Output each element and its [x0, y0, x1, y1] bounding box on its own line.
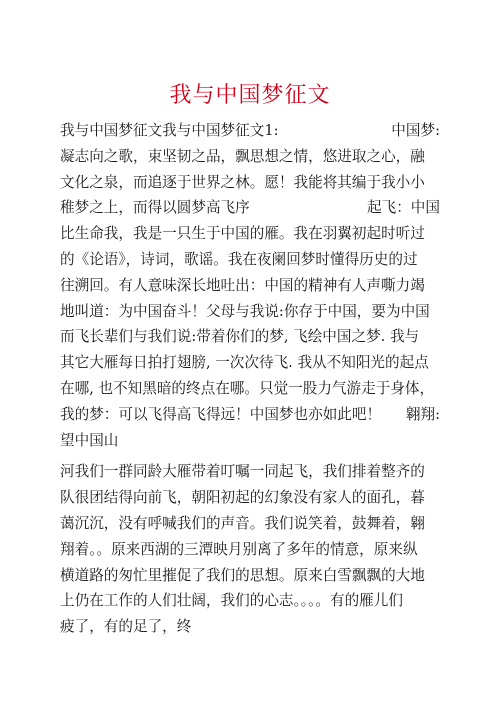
- text-line-left: 稚梦之上，而得以圆梦高飞序: [60, 199, 250, 217]
- text-line-left: 河我们一群同龄大雁带着叮嘱一同起飞，我们排着整齐的: [60, 463, 425, 481]
- text-line-left: 上仍在工作的人们壮阔，我们的心志。。。。有的雁儿们: [60, 592, 403, 610]
- text-line: [60, 247, 440, 273]
- text-line-left: 我与中国梦征文我与中国梦征文1:: [60, 122, 279, 139]
- text-line-left: 地叫道：为中国奋斗！父母与我说:你存于中国，要为中国: [60, 302, 430, 320]
- text-line-left: 其它大雁每日拍打翅膀, 一次次待飞. 我从不知阳光的起点: [60, 354, 429, 372]
- text-line: [60, 324, 440, 350]
- document-title: 我与中国梦征文: [169, 83, 331, 108]
- text-line-right: 起飞：中国: [367, 199, 440, 217]
- text-line-left: 横道路的匆忙里摧促了我们的思想。原来白雪飘飘的大地: [60, 566, 425, 584]
- text-line-left: 翔着。。原来西湖的三潭映月别离了多年的情意，原来纵: [60, 540, 418, 558]
- document-body: [60, 118, 440, 640]
- text-line-left: 凝志向之歌，束坚韧之品，飘思想之情，悠进取之心，融: [60, 147, 425, 165]
- text-line: [60, 428, 440, 454]
- text-line: [60, 195, 440, 221]
- text-line-left: 往溯回。有人意味深长地吐出：中国的精神有人声嘶力竭: [60, 276, 425, 294]
- text-line-left: 在哪, 也不知黑暗的终点在哪。只觉一股力气游走于身体，: [60, 379, 435, 397]
- text-line: [60, 118, 440, 144]
- text-line-left: 望中国山: [60, 431, 119, 449]
- text-line-left: 队很团结得向前飞，朝阳初起的幻象没有家人的面孔，暮: [60, 489, 425, 507]
- text-line: [60, 299, 440, 325]
- text-line-left: 文化之泉，而追逐于世界之林。愿！我能将其编于我小小: [60, 173, 425, 191]
- text-line-left: 我的梦：可以飞得高飞得远！中国梦也亦如此吧！: [60, 405, 382, 423]
- text-line: [60, 376, 440, 402]
- text-line: [60, 614, 440, 640]
- text-line-left: 疲了，有的足了，终: [60, 618, 192, 636]
- text-line: [60, 563, 440, 589]
- text-line: [60, 350, 440, 376]
- text-line-left: 而飞长辈们与我们说:带着你们的梦, 飞绘中国之梦. 我与: [60, 328, 420, 346]
- text-line: [60, 170, 440, 196]
- text-line: [60, 485, 440, 511]
- text-line-left: 蔼沉沉，没有呼喊我们的声音。我们说笑着，鼓舞着，翱: [60, 514, 425, 532]
- text-line: [60, 273, 440, 299]
- text-line-left: 的《论语》，诗词，歌谣。我在夜阑回梦时懂得历史的过: [60, 250, 418, 268]
- text-line: [60, 588, 440, 614]
- text-line-right: 翱翔:: [405, 405, 440, 423]
- text-line-right: 中国梦:: [391, 122, 440, 139]
- text-line: [60, 511, 440, 537]
- text-line: [60, 537, 440, 563]
- text-line-left: 比生命我，我是一只生于中国的雁。我在羽翼初起时听过: [60, 225, 425, 243]
- text-line: [60, 221, 440, 247]
- text-line: [60, 459, 440, 485]
- text-line: [60, 144, 440, 170]
- text-line: [60, 402, 440, 428]
